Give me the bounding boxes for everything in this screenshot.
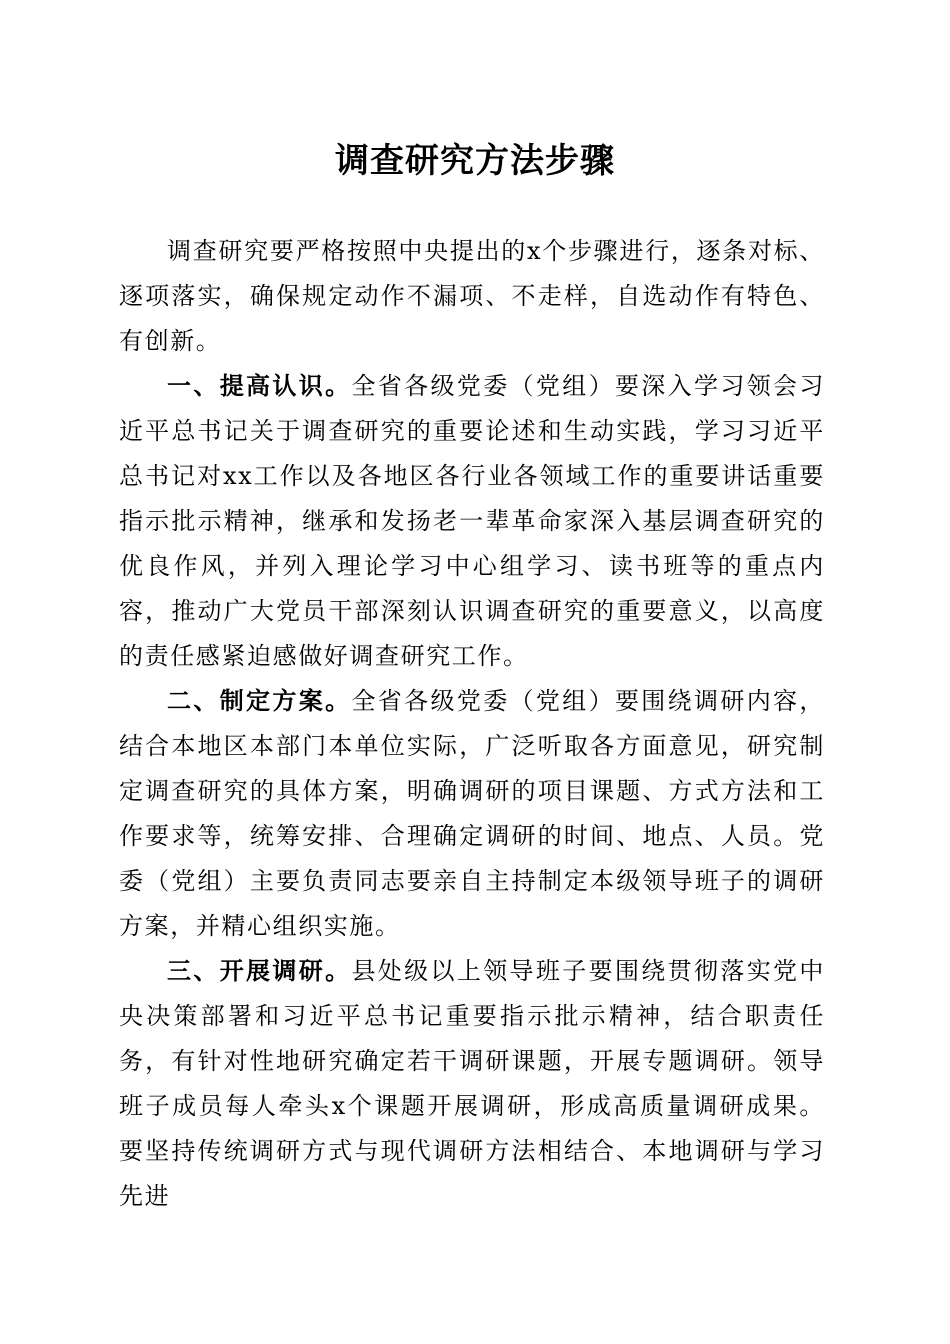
section-paragraph-3	[119, 949, 825, 1219]
document-title: 调查研究方法步骤	[335, 141, 615, 181]
section-heading-2: 二、制定方案。	[167, 687, 352, 715]
section-text-2: 全省各级党委（党组）要围绕调研内容，结合本地区本部门本单位实际，广泛听取各方面意见，研究制定调查研究的具体方案，明确调研的项目课题、方式方法和工作要求等，统筹安排、合理确定调研的时间、地点、人员。党委（党组）主要负责同志要亲自主持制定本级领导班子的调研方案，并精心组织实施。	[119, 687, 825, 940]
section-paragraph-1	[119, 364, 825, 679]
intro-paragraph: 调查研究要严格按照中央提出的x个步骤进行，逐条对标、逐项落实，确保规定动作不漏项、不走样，自选动作有特色、有创新。	[119, 237, 825, 355]
section-text-1: 全省各级党委（党组）要深入学习领会习近平总书记关于调查研究的重要论述和生动实践，学习习近平总书记对xx工作以及各地区各行业各领域工作的重要讲话重要指示批示精神，继承和发扬老一辈革命家深入基层调查研究的优良作风，并列入理论学习中心组学习、读书班等的重点内容，推动广大党员干部深刻认识调查研究的重要意义，以高度的责任感紧迫感做好调查研究工作。	[119, 372, 825, 670]
document-body	[119, 229, 825, 1219]
section-paragraph-2	[119, 679, 825, 949]
section-heading-3: 三、开展调研。	[167, 957, 352, 985]
section-text-3: 县处级以上领导班子要围绕贯彻落实党中央决策部署和习近平总书记重要指示批示精神，结合职责任务，有针对性地研究确定若干调研课题，开展专题调研。领导班子成员每人牵头x个课题开展调研，形成高质量调研成果。要坚持传统调研方式与现代调研方法相结合、本地调研与学习先进	[119, 957, 825, 1210]
section-heading-1: 一、提高认识。	[167, 372, 352, 400]
